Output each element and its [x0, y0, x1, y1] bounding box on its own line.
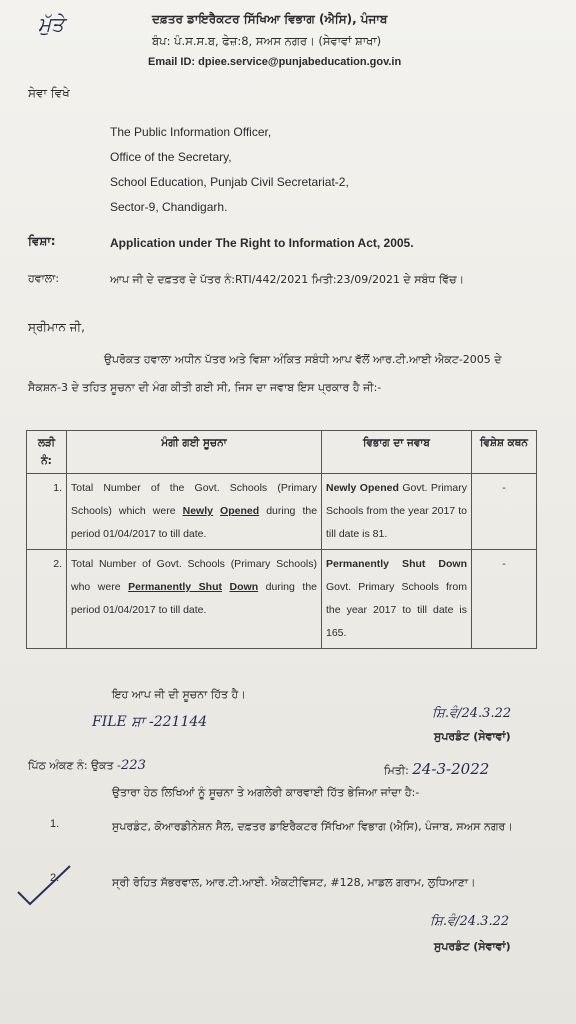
salutation: ਸ੍ਰੀਮਾਨ ਜੀ,: [28, 320, 85, 334]
handwritten-signature-date: ਸ਼ਿ.ਵੰ/24.3.22: [432, 706, 512, 721]
row-serial: 2.: [27, 550, 67, 649]
handwritten-signature-date: ਸ਼ਿ.ਵੰ/24.3.22: [430, 914, 510, 929]
row-remarks: -: [472, 474, 537, 550]
row-info: Total Number of the Govt. Schools (Primary Schools) which were Newly Opened during the period 01/04/2017 to till date.: [67, 474, 322, 550]
signatory-designation: ਸੁਪਰਡੰਟ (ਸੇਵਾਵਾਂ): [434, 940, 511, 953]
addressee-line: Sector-9, Chandigarh.: [110, 200, 228, 214]
subject-label: ਵਿਸ਼ਾ:: [28, 234, 56, 248]
table-header-row: [27, 431, 537, 474]
handwritten-mark: ਮੁੱਤੇ: [38, 12, 64, 36]
table-row: [27, 474, 537, 550]
col-header-serial: ਲੜੀ ਨੰ:: [27, 431, 67, 474]
addressee-block: [110, 120, 349, 220]
row-serial: 1.: [27, 474, 67, 550]
closing-line: ਇਹ ਆਪ ਜੀ ਦੀ ਸੂਚਨਾ ਹਿੱਤ ਹੈ।: [112, 688, 246, 701]
copy-item-number: 2.: [50, 872, 60, 884]
handwritten-file-number: FILE ਸ਼ਾ -221144: [92, 714, 208, 730]
addressee-line: The Public Information Officer,: [110, 125, 272, 139]
copy-item-number: 1.: [50, 818, 60, 830]
reference-text: ਆਪ ਜੀ ਦੇ ਦਫ਼ਤਰ ਦੇ ਪੱਤਰ ਨੰ:RTI/442/2021 ਮਿਤੀ:23/09/2021 ਦੇ ਸਬੰਧ ਵਿੱਚ।: [110, 273, 465, 286]
rti-table: [26, 430, 537, 649]
table-row: [27, 550, 537, 649]
checkmark-icon: [14, 862, 74, 908]
reference-label: ਹਵਾਲਾ:: [28, 272, 60, 285]
copy-item-text: ਸ੍ਰੀ ਰੋਹਿਤ ਸੱਭਰਵਾਲ, ਆਰ.ਟੀ.ਆਈ. ਐਕਟੀਵਿਸਟ, #128, ਮਾਡਲ ਗਰਾਮ, ਲੁਧਿਆਣਾ।: [112, 876, 476, 889]
letterhead-address: ਬੰਪ: ਪੰ.ਸ.ਸ.ਬ, ਫੇਜ਼:8, ਸਅਸ ਨਗਰ। (ਸੇਵਾਵਾਂ ਸ਼ਾਖਾ): [152, 34, 382, 48]
endorsement-label: ਪਿੱਠ ਅੰਕਣ ਨੰ: ਉਕਤ -223: [28, 758, 146, 773]
subject-text: Application under The Right to Information Act, 2005.: [110, 236, 414, 250]
signatory-designation: ਸੁਪਰਡੰਟ (ਸੇਵਾਵਾਂ): [434, 730, 511, 743]
letterhead-office: ਦਫ਼ਤਰ ਡਾਇਰੈਕਟਰ ਸਿੱਖਿਆ ਵਿਭਾਗ (ਐਸਿ), ਪੰਜਾਬ: [152, 12, 388, 26]
row-info: Total Number of Govt. Schools (Primary Schools) who were Permanently Shut Down during the period 01/04/2017 to till date.: [67, 550, 322, 649]
letterhead-email: Email ID: dpiee.service@punjabeducation.gov.in: [148, 56, 402, 68]
addressee-line: Office of the Secretary,: [110, 150, 232, 164]
row-reply: Newly Opened Govt. Primary Schools from the year 2017 to till date is 81.: [322, 474, 472, 550]
row-remarks: -: [472, 550, 537, 649]
addressee-line: School Education, Punjab Civil Secretariat-2,: [110, 175, 349, 189]
col-header-remarks: ਵਿਸ਼ੇਸ਼ ਕਥਨ: [472, 431, 537, 474]
intro-paragraph: ਉਪਰੋਕਤ ਹਵਾਲਾ ਅਧੀਨ ਪੱਤਰ ਅਤੇ ਵਿਸ਼ਾ ਅੰਕਿਤ ਸਬੰਧੀ ਆਪ ਵੱਲੋਂ ਆਰ.ਟੀ.ਆਈ ਐਕਟ-2005 ਦੇ ਸੈਕਸ਼ਨ-3 ਦੇ ਤਹਿਤ ਸੂਚਨਾ ਦੀ ਮੰਗ ਕੀਤੀ ਗਈ ਸੀ, ਜਿਸ ਦਾ ਜਵਾਬ ਇਸ ਪ੍ਰਕਾਰ ਹੈ ਜੀ:-: [28, 353, 502, 394]
row-reply: Permanently Shut Down Govt. Primary Schools from the year 2017 to till date is 165.: [322, 550, 472, 649]
col-header-reply: ਵਿਭਾਗ ਦਾ ਜਵਾਬ: [322, 431, 472, 474]
forward-intro: ਉਤਾਰਾ ਹੇਠ ਲਿਖਿਆਂ ਨੂੰ ਸੂਚਨਾ ਤੇ ਅਗਲੇਰੀ ਕਾਰਵਾਈ ਹਿੱਤ ਭੇਜਿਆ ਜਾਂਦਾ ਹੈ:-: [112, 786, 420, 799]
col-header-info: ਮੰਗੀ ਗਈ ਸੂਚਨਾ: [67, 431, 322, 474]
endorsement-date: ਮਿਤੀ: 24-3-2022: [384, 760, 490, 778]
copy-item-text: ਸੁਪਰਡੰਟ, ਕੋਆਰਡੀਨੇਸ਼ਨ ਸੈਲ, ਦਫ਼ਤਰ ਡਾਇਰੈਕਟਰ ਸਿੱਖਿਆ ਵਿਭਾਗ (ਐਸਿ), ਪੰਜਾਬ, ਸਅਸ ਨਗਰ।: [112, 820, 513, 833]
send-to-label: ਸੇਵਾ ਵਿਖੇ: [28, 86, 70, 100]
